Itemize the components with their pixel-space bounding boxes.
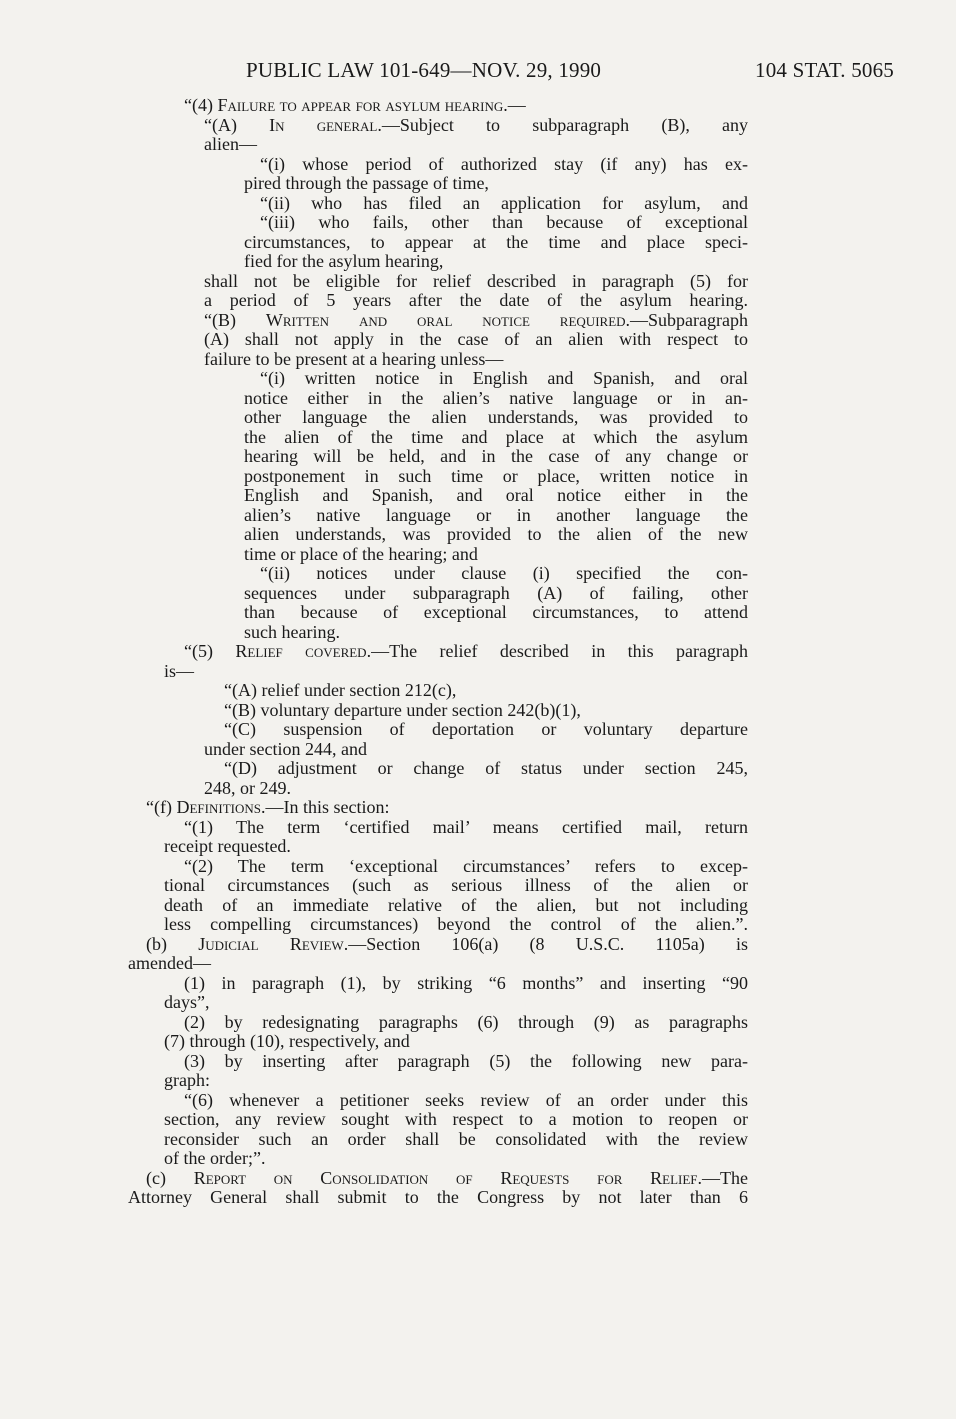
line-text: receipt requested.	[164, 836, 291, 856]
text-line	[128, 311, 748, 331]
text-line	[128, 1110, 748, 1130]
line-text: “(D) adjustment or change of status under section 245,	[224, 758, 748, 778]
text-line	[128, 389, 748, 409]
text-line	[128, 1032, 748, 1052]
text-line	[128, 564, 748, 584]
line-text: —In this section:	[265, 797, 390, 817]
text-line	[128, 525, 748, 545]
text-line	[128, 837, 748, 857]
text-line	[128, 252, 748, 272]
text-line	[128, 1130, 748, 1150]
section-heading: Definitions.	[176, 797, 266, 817]
text-line	[128, 740, 748, 760]
line-text: (b)	[146, 933, 199, 954]
line-text: “(A)	[204, 114, 270, 135]
line-text: (2) by redesignating paragraphs (6) through (9) as paragraphs	[184, 1011, 748, 1032]
line-text: “(ii) who has filed an application for asylum, and	[260, 192, 748, 213]
text-line	[128, 1091, 748, 1111]
text-line	[128, 155, 748, 175]
line-text: notice either in the alien’s native language or in an-	[244, 387, 748, 408]
text-line	[128, 818, 748, 838]
line-text: “(6) whenever a petitioner seeks review of an order under this	[184, 1089, 748, 1110]
law-citation: PUBLIC LAW 101-649—NOV. 29, 1990	[246, 58, 602, 82]
text-line	[128, 1071, 748, 1091]
line-text: “(B)	[204, 309, 266, 330]
line-text: “(4)	[184, 95, 218, 115]
section-heading: Failure to appear for asylum hearing.	[217, 95, 508, 115]
text-line	[128, 1013, 748, 1033]
text-line	[128, 486, 748, 506]
text-line	[128, 467, 748, 487]
line-text: (c)	[146, 1167, 194, 1188]
text-line	[128, 194, 748, 214]
line-text: —Section 106(a) (8 U.S.C. 1105a) is	[348, 933, 748, 954]
text-line	[128, 584, 748, 604]
line-text: is—	[164, 660, 195, 681]
text-line	[128, 135, 748, 155]
line-text: other language the alien understands, was provided to	[244, 407, 748, 427]
line-text: —Subject to subparagraph (B), any	[381, 114, 748, 135]
text-line	[128, 350, 748, 370]
line-text: sequences under subparagraph (A) of failing, other	[244, 582, 748, 603]
section-heading: Written and oral notice required.	[265, 309, 631, 330]
line-text: “(1) The term ‘certified mail’ means certified mail, return	[184, 816, 748, 837]
text-line	[128, 720, 748, 740]
text-line	[128, 213, 748, 233]
statute-citation: 104 STAT. 5065	[755, 58, 894, 82]
line-text: —The relief described in this paragraph	[371, 641, 748, 661]
line-text: 248, or 249.	[204, 777, 291, 798]
line-text: alien understands, was provided to the alien of the new	[244, 524, 748, 544]
line-text: days”,	[164, 992, 210, 1012]
line-text: “(f)	[146, 797, 177, 817]
text-line	[128, 915, 748, 935]
text-line	[128, 428, 748, 448]
text-line	[128, 233, 748, 253]
line-text: time or place of the hearing; and	[244, 543, 478, 564]
text-line	[128, 174, 748, 194]
line-text: (A) shall not apply in the case of an alien with respect to	[204, 329, 748, 349]
line-text: less compelling circumstances) beyond the control of the alien.”.	[164, 914, 748, 934]
line-text: hearing will be held, and in the case of any change or	[244, 446, 748, 466]
line-text: Attorney General shall submit to the Congress by not later than 6	[128, 1187, 748, 1207]
text-line	[128, 330, 748, 350]
text-line	[128, 701, 748, 721]
text-line	[128, 96, 748, 116]
text-line	[128, 408, 748, 428]
text-line	[128, 506, 748, 526]
line-text: graph:	[164, 1070, 210, 1090]
line-text: “(5)	[184, 641, 236, 661]
text-line	[128, 876, 748, 896]
line-text: “(A) relief under section 212(c),	[224, 680, 457, 700]
section-heading: In general.	[269, 114, 382, 135]
text-line	[128, 857, 748, 877]
text-line	[128, 896, 748, 916]
line-text: amended—	[128, 953, 211, 973]
line-text: reconsider such an order shall be consolidated with the review	[164, 1128, 748, 1149]
text-line	[128, 798, 748, 818]
line-text: —The	[702, 1167, 748, 1188]
line-text: —	[507, 95, 526, 115]
line-text: the alien of the time and place at which the asylum	[244, 426, 748, 447]
text-line	[128, 993, 748, 1013]
text-line	[128, 603, 748, 623]
section-heading: Report on Consolidation of Requests for Relief.	[193, 1167, 703, 1188]
line-text: of the order;”.	[164, 1148, 266, 1168]
line-text: tional circumstances (such as serious illness of the alien or	[164, 875, 748, 895]
line-text: a period of 5 years after the date of the asylum hearing.	[204, 290, 748, 310]
line-text: “(i) whose period of authorized stay (if any) has ex-	[260, 153, 748, 174]
text-line	[128, 369, 748, 389]
text-line	[128, 779, 748, 799]
line-text: —Subparagraph	[630, 309, 748, 330]
text-line	[128, 1149, 748, 1169]
line-text: circumstances, to appear at the time and place speci-	[244, 231, 748, 252]
line-text: “(ii) notices under clause (i) specified the con-	[260, 563, 748, 583]
line-text: “(iii) who fails, other than because of exceptional	[260, 212, 748, 232]
line-text: alien—	[204, 134, 257, 154]
text-line	[128, 1052, 748, 1072]
line-text: such hearing.	[244, 621, 340, 642]
text-line	[128, 681, 748, 701]
line-text: (1) in paragraph (1), by striking “6 months” and inserting “90	[184, 972, 748, 993]
line-text: death of an immediate relative of the alien, but not including	[164, 894, 748, 915]
line-text: pired through the passage of time,	[244, 173, 489, 193]
text-line	[128, 1169, 748, 1189]
line-text: fied for the asylum hearing,	[244, 251, 444, 271]
line-text: (3) by inserting after paragraph (5) the following new para-	[184, 1050, 748, 1071]
line-text: “(C) suspension of deportation or voluntary departure	[224, 719, 748, 739]
line-text: (7) through (10), respectively, and	[164, 1031, 410, 1051]
document-body	[128, 96, 748, 1208]
line-text: English and Spanish, and oral notice either in the	[244, 485, 748, 505]
text-line	[128, 545, 748, 565]
line-text: alien’s native language or in another language the	[244, 504, 748, 525]
text-line	[128, 116, 748, 136]
line-text: section, any review sought with respect to a motion to reopen or	[164, 1109, 748, 1129]
text-line	[128, 642, 748, 662]
text-line	[128, 974, 748, 994]
text-line	[128, 272, 748, 292]
line-text: failure to be present at a hearing unless—	[204, 348, 504, 369]
line-text: than because of exceptional circumstances, to attend	[244, 602, 748, 622]
text-line	[128, 935, 748, 955]
text-line	[128, 662, 748, 682]
line-text: shall not be eligible for relief described in paragraph (5) for	[204, 270, 748, 291]
section-heading: Judicial Review.	[198, 933, 349, 954]
line-text: “(B) voluntary departure under section 242(b)(1),	[224, 699, 581, 720]
line-text: “(i) written notice in English and Spanish, and oral	[260, 368, 748, 388]
text-line	[128, 954, 748, 974]
section-heading: Relief covered.	[235, 641, 372, 661]
line-text: under section 244, and	[204, 738, 367, 759]
line-text: “(2) The term ‘exceptional circumstances’ refers to excep-	[184, 855, 748, 876]
text-line	[128, 759, 748, 779]
line-text: postponement in such time or place, written notice in	[244, 465, 748, 486]
text-line	[128, 447, 748, 467]
text-line	[128, 1188, 748, 1208]
text-line	[128, 291, 748, 311]
text-line	[128, 623, 748, 643]
